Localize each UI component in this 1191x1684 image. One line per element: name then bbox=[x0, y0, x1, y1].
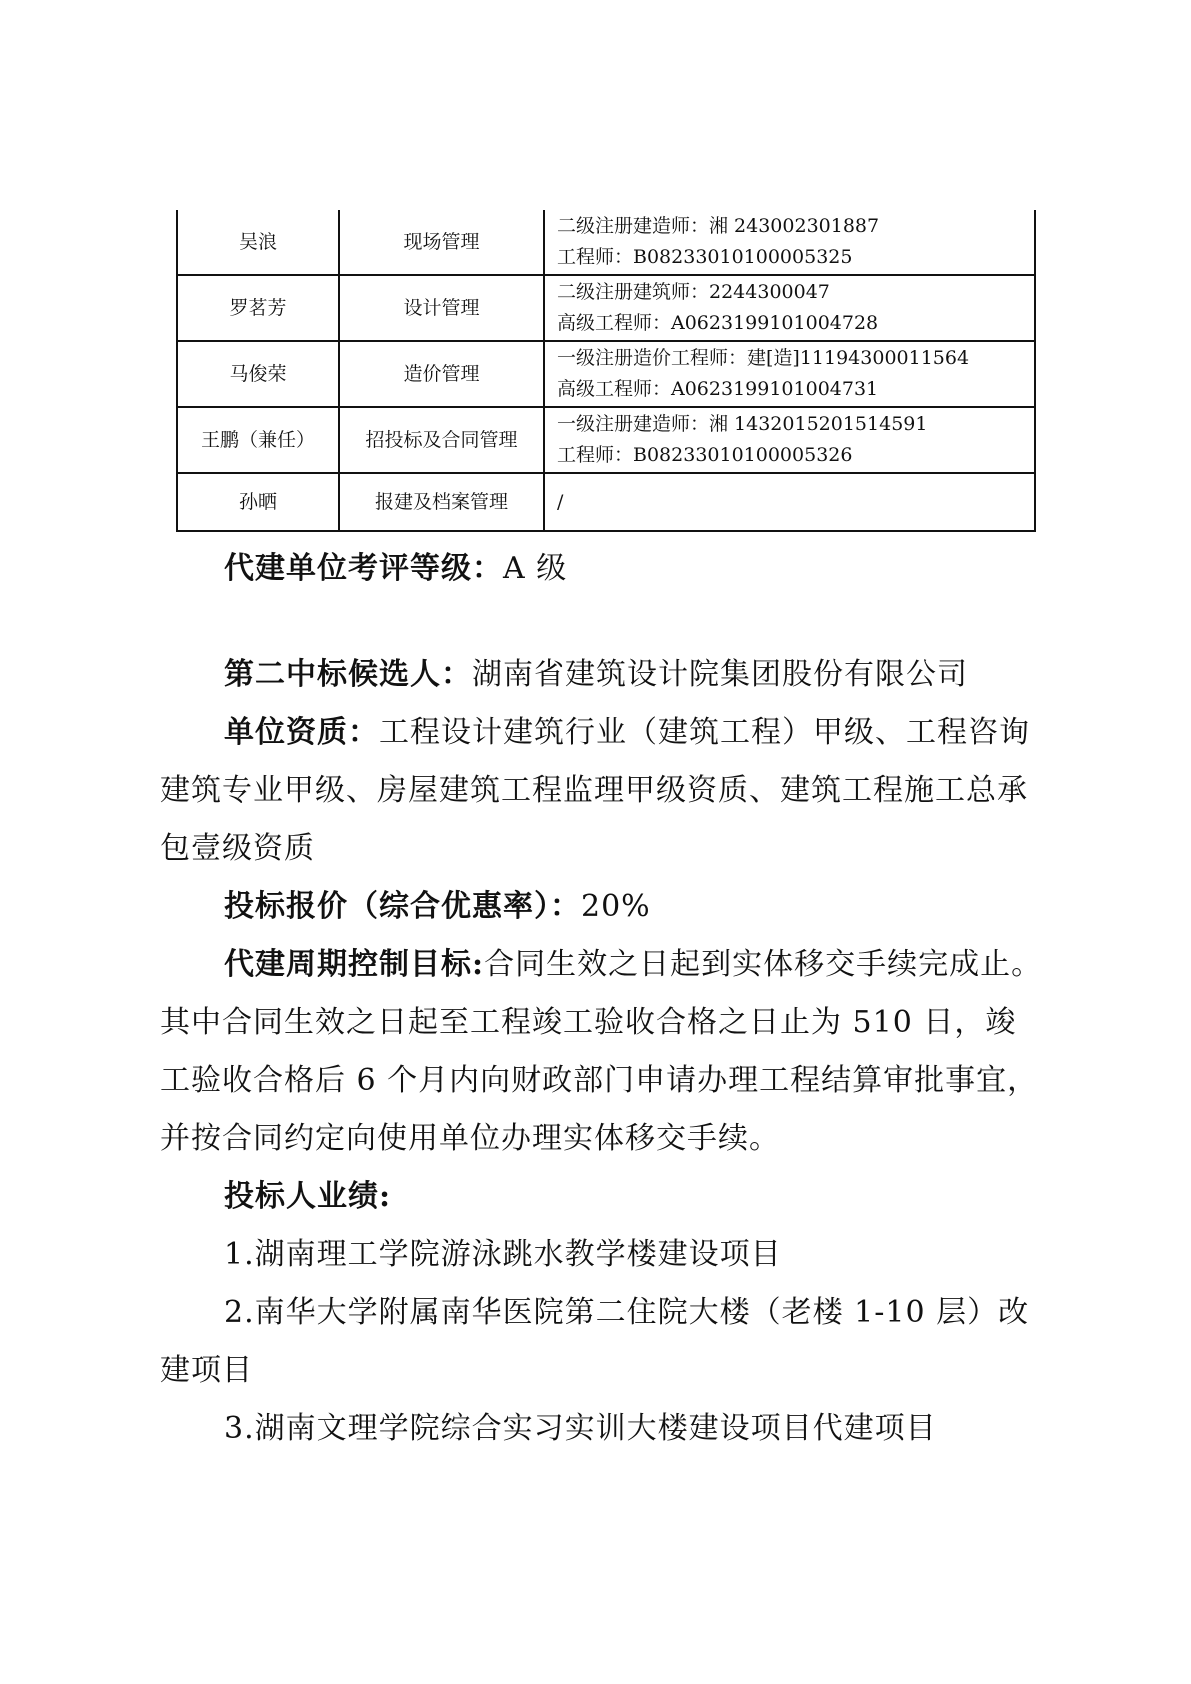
staff-role: 设计管理 bbox=[339, 275, 544, 341]
staff-name: 吴浪 bbox=[177, 210, 339, 275]
staff-role: 招投标及合同管理 bbox=[339, 407, 544, 473]
evaluation-line bbox=[160, 540, 1043, 598]
qualification-value: 工程设计建筑行业（建筑工程）甲级、工程咨询建筑专业甲级、房屋建筑工程监理甲级资质、建筑工程施工总承包壹级资质 bbox=[160, 715, 1030, 866]
staff-certs bbox=[544, 473, 1035, 531]
performance-item: 1.湖南理工学院游泳跳水教学楼建设项目 bbox=[224, 1237, 782, 1272]
staff-certs bbox=[544, 210, 1035, 275]
evaluation-value: A 级 bbox=[503, 551, 568, 586]
cycle-target-label: 代建周期控制目标: bbox=[224, 947, 485, 982]
performance-heading: 投标人业绩: bbox=[224, 1179, 392, 1214]
performance-item: 2.南华大学附属南华医院第二住院大楼（老楼 1-10 层）改建项目 bbox=[160, 1295, 1030, 1388]
evaluation-label: 代建单位考评等级： bbox=[224, 551, 503, 586]
staff-table bbox=[176, 210, 1036, 532]
table-row bbox=[177, 473, 1035, 531]
second-candidate-label: 第二中标候选人： bbox=[224, 657, 472, 692]
staff-certs bbox=[544, 341, 1035, 407]
table-row bbox=[177, 275, 1035, 341]
table-row bbox=[177, 407, 1035, 473]
cert-line: 一级注册建造师：湘 1432015201514591 bbox=[557, 413, 928, 435]
cert-line: 二级注册建筑师：2244300047 bbox=[557, 281, 830, 303]
qualification-paragraph bbox=[160, 704, 1043, 878]
cert-line: 二级注册建造师：湘 243002301887 bbox=[557, 215, 880, 237]
paragraph-spacer bbox=[160, 598, 1043, 646]
bid-price-line bbox=[160, 878, 1043, 936]
cycle-target-paragraph bbox=[160, 936, 1043, 1168]
staff-name: 孙晒 bbox=[177, 473, 339, 531]
cert-line: 高级工程师：A0623199101004728 bbox=[557, 312, 879, 334]
cert-line: 工程师：B08233010100005326 bbox=[557, 444, 853, 466]
staff-role: 报建及档案管理 bbox=[339, 473, 544, 531]
staff-name: 罗茗芳 bbox=[177, 275, 339, 341]
table-row bbox=[177, 210, 1035, 275]
cert-line: 一级注册造价工程师：建[造]11194300011564 bbox=[557, 347, 970, 369]
staff-role: 现场管理 bbox=[339, 210, 544, 275]
staff-name: 王鹏（兼任） bbox=[177, 407, 339, 473]
second-candidate-value: 湖南省建筑设计院集团股份有限公司 bbox=[472, 657, 968, 692]
staff-role: 造价管理 bbox=[339, 341, 544, 407]
staff-certs bbox=[544, 407, 1035, 473]
table-row bbox=[177, 341, 1035, 407]
cert-line: 工程师：B08233010100005325 bbox=[557, 246, 853, 268]
staff-certs bbox=[544, 275, 1035, 341]
performance-item: 3.湖南文理学院综合实习实训大楼建设项目代建项目 bbox=[224, 1411, 937, 1446]
staff-name: 马俊荣 bbox=[177, 341, 339, 407]
cert-line: 高级工程师：A0623199101004731 bbox=[557, 378, 879, 400]
bid-price-value: 20% bbox=[581, 889, 651, 924]
body-text bbox=[160, 540, 1043, 1458]
cert-line: / bbox=[557, 490, 564, 513]
cycle-target-value: 合同生效之日起到实体移交手续完成止。其中合同生效之日起至工程竣工验收合格之日止为 510 日，竣工验收合格后 6 个月内向财政部门申请办理工程结算审批事宜，并按合同约定向使用单位办理实体移交手续。 bbox=[160, 947, 1043, 1156]
second-candidate-line bbox=[160, 646, 1043, 704]
qualification-label: 单位资质： bbox=[224, 715, 379, 750]
bid-price-label: 投标报价（综合优惠率）： bbox=[224, 889, 581, 924]
